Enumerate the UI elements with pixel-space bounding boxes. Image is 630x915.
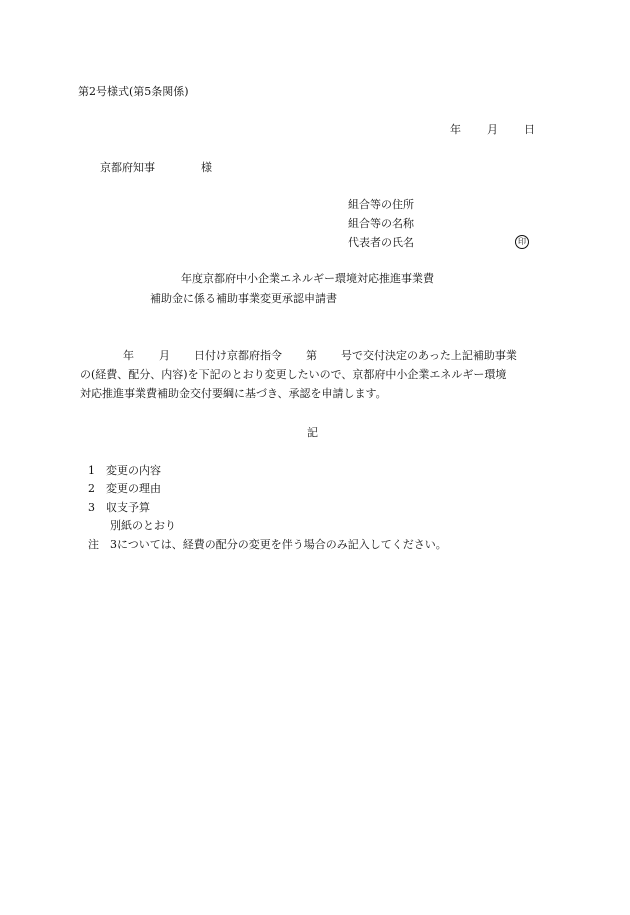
date-month: 月 xyxy=(487,123,498,136)
body-line-1 xyxy=(123,350,517,361)
addressee-honorific: 様 xyxy=(201,161,212,174)
addressee-name: 京都府知事 xyxy=(100,161,155,174)
body-day-part: 日付け京都府指令 xyxy=(194,349,282,362)
document-title-line1: 年度京都府中小企業エネルギー環境対応推進事業費 xyxy=(181,272,434,285)
form-number: 第2号様式(第5条関係) xyxy=(78,85,189,98)
date-day: 日 xyxy=(524,123,535,136)
ki-heading: 記 xyxy=(307,426,318,439)
item-text: 収支予算 xyxy=(106,501,150,514)
body-month: 月 xyxy=(159,349,170,362)
representative-label: 代表者の氏名 xyxy=(348,236,414,249)
applicant-address-label: 組合等の住所 xyxy=(348,198,414,211)
body-year: 年 xyxy=(123,349,134,362)
date-year: 年 xyxy=(450,123,461,136)
item-3-detail: 別紙のとおり xyxy=(110,519,176,532)
item-number: 3 xyxy=(88,501,95,514)
list-item xyxy=(88,502,150,513)
note-label: 注 xyxy=(88,538,99,551)
date-line xyxy=(450,124,535,135)
item-text: 変更の理由 xyxy=(106,482,161,495)
note xyxy=(88,539,447,550)
note-text: 3については、経費の配分の変更を伴う場合のみ記入してください。 xyxy=(110,538,447,551)
body-rest: 号で交付決定のあった上記補助事業 xyxy=(341,349,517,362)
addressee xyxy=(100,162,212,173)
item-number: 2 xyxy=(88,482,95,495)
list-item xyxy=(88,483,161,494)
applicant-name-label: 組合等の名称 xyxy=(348,217,414,230)
body-line-2: の(経費、配分、内容)を下記のとおり変更したいので、京都府中小企業エネルギー環境 xyxy=(80,368,507,381)
item-number: 1 xyxy=(88,464,95,477)
body-dai: 第 xyxy=(306,349,317,362)
document-title-line2: 補助金に係る補助事業変更承認申請書 xyxy=(150,292,337,305)
item-text: 変更の内容 xyxy=(106,464,161,477)
list-item xyxy=(88,465,161,476)
seal-mark: 印 xyxy=(515,235,529,249)
body-line-3: 対応推進事業費補助金交付要綱に基づき、承認を申請します。 xyxy=(80,387,387,400)
